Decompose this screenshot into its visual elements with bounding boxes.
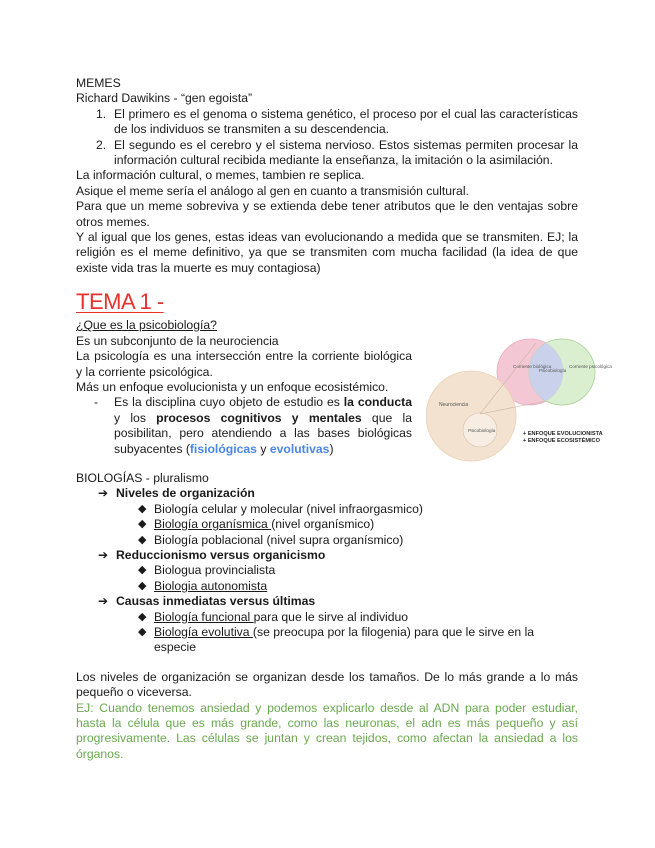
- def-evolutivas: evolutivas: [269, 441, 330, 456]
- item-text: (se preocupa por la filogenia) para que le sirve en la especie: [154, 625, 535, 655]
- def-bold-procesos: procesos cognitivos y mentales: [156, 410, 362, 425]
- bio-group-3: [76, 594, 578, 609]
- arrow-icon: ➔: [98, 594, 109, 609]
- def-text: y: [256, 441, 270, 456]
- spacer: [76, 656, 578, 670]
- label-psicologica: Corriente psicológica: [569, 364, 612, 369]
- label-neurociencia: Neurociencia: [439, 402, 469, 408]
- def-fisiologicas: fisiológicas: [189, 441, 257, 456]
- list-number: 1.: [96, 106, 107, 121]
- item-text-underlined: Biologia autonomista: [154, 578, 268, 593]
- diamond-icon: ◆: [138, 626, 147, 638]
- group-title: Niveles de organización: [116, 486, 255, 501]
- bio-group-1: [76, 486, 578, 501]
- def-bold-conducta: la conducta: [343, 395, 412, 410]
- def-text: que la posibilitan, pero atendiendo a las bases biológicas subyacentes (: [114, 410, 412, 456]
- bio-group-2-item-1: [76, 563, 578, 578]
- bio-group-3-item-1: [76, 610, 578, 625]
- memes-list: [76, 107, 578, 169]
- item-text: para que le sirve al individuo: [253, 609, 409, 624]
- note-evolucionista: + ENFOQUE EVOLUCIONISTA: [523, 431, 603, 437]
- item-text: (nivel organísmico): [271, 517, 375, 532]
- group-title: Causas inmediatas versus últimas: [116, 594, 316, 609]
- memes-paragraph-2: Asique el meme sería el análogo al gen en cuanto a transmisión cultural.: [76, 183, 469, 198]
- memes-paragraph-4: Y al igual que los genes, estas ideas van evolucionando a medida que se transmiten. EJ; la religión es el meme definitivo, ya que se transmiten com mucha facilidad (la idea de que existe vida tras la muerte es muy contagiosa): [76, 230, 578, 275]
- diamond-icon: ◆: [138, 579, 147, 592]
- memes-paragraph-1: La información cultural, o memes, tambien re seplica.: [76, 168, 365, 183]
- memes-item-1: [76, 107, 578, 138]
- memes-paragraph-3: Para que un meme sobreviva y se extienda debe tener atributos que le den ventajas sobre otros memes.: [76, 199, 578, 229]
- item-text: Biología poblacional (nivel supra organísmico): [154, 532, 404, 547]
- tema-paragraph-3: Más un enfoque evolucionista y un enfoque ecosistémico.: [76, 379, 389, 394]
- arrow-icon: ➔: [98, 486, 109, 501]
- diamond-icon: ◆: [138, 502, 147, 515]
- bio-group-3-item-2: [76, 625, 578, 656]
- bio-group-2-item-2: [76, 579, 578, 594]
- list-number: 2.: [96, 137, 107, 152]
- memes-item-2: [76, 138, 578, 169]
- item-text: Biologua provincialista: [154, 563, 276, 578]
- bio-group-1-item-2: [76, 517, 578, 532]
- tema-title: TEMA 1 -: [76, 289, 164, 315]
- diamond-icon: ◆: [138, 518, 147, 531]
- diamond-icon: ◆: [138, 564, 147, 577]
- note-ecosistemico: + ENFOQUE ECOSISTÉMICO: [523, 438, 600, 444]
- label-inner: Psicobiología: [468, 428, 496, 433]
- memes-author: Richard Dawikins - “gen egoista”: [76, 91, 253, 106]
- tema-question: ¿Que es la psicobiología?: [76, 318, 217, 333]
- label-biologica: Corriente biológica: [513, 364, 552, 369]
- bio-heading: BIOLOGÍAS - pluralismo: [76, 470, 209, 485]
- psicobiologia-diagram: [426, 338, 626, 464]
- def-text: y los: [114, 410, 157, 425]
- memes-heading: MEMES: [76, 76, 121, 90]
- bio-group-2: [76, 548, 578, 563]
- item-text: Biología celular y molecular (nivel infraorgasmico): [154, 501, 423, 516]
- tema-paragraph-1: Es un subconjunto de la neurociencia: [76, 333, 279, 348]
- def-text: Es la disciplina cuyo objeto de estudio es: [114, 395, 344, 410]
- group-title: Reduccionismo versus organicismo: [116, 547, 326, 562]
- list-text: El segundo es el cerebro y el sistema nervioso. Estos sistemas permiten procesar la información cultural recibida mediante la enseñanza, la imitación o la asimilación.: [114, 137, 578, 168]
- arrow-icon: ➔: [98, 547, 109, 562]
- item-text-underlined: Biología funcional: [154, 609, 254, 624]
- label-overlap: Psicobiología: [539, 368, 567, 373]
- niveles-paragraph: Los niveles de organización se organizan desde los tamaños. De lo más grande a lo más pequeño o viceversa.: [76, 669, 578, 700]
- bio-group-1-item-3: [76, 533, 578, 548]
- dash-bullet: -: [94, 395, 99, 410]
- tema-definition: [76, 395, 412, 457]
- item-text-underlined: Biología organísmica: [154, 517, 272, 532]
- niveles-example: EJ: Cuando tenemos ansiedad y podemos explicarlo desde al ADN para poder estudiar, hasta la célula que es más grande, como las neuronas, el adn es más pequeño y así progresivamente. Las células se juntan y crean tejidos, como afectan la ansiedad a los órganos.: [76, 700, 578, 761]
- def-text: ): [329, 441, 334, 456]
- diamond-icon: ◆: [138, 610, 147, 623]
- list-text: El primero es el genoma o sistema genético, el proceso por el cual las características de los individuos se transmiten a su descendencia.: [114, 106, 578, 137]
- bio-group-1-item-1: [76, 502, 578, 517]
- item-text-underlined: Biología evolutiva: [154, 625, 253, 639]
- tema-paragraph-2: La psicología es una intersección entre la corriente biológica y la corriente psicológica.: [76, 349, 412, 379]
- diamond-icon: ◆: [138, 533, 147, 546]
